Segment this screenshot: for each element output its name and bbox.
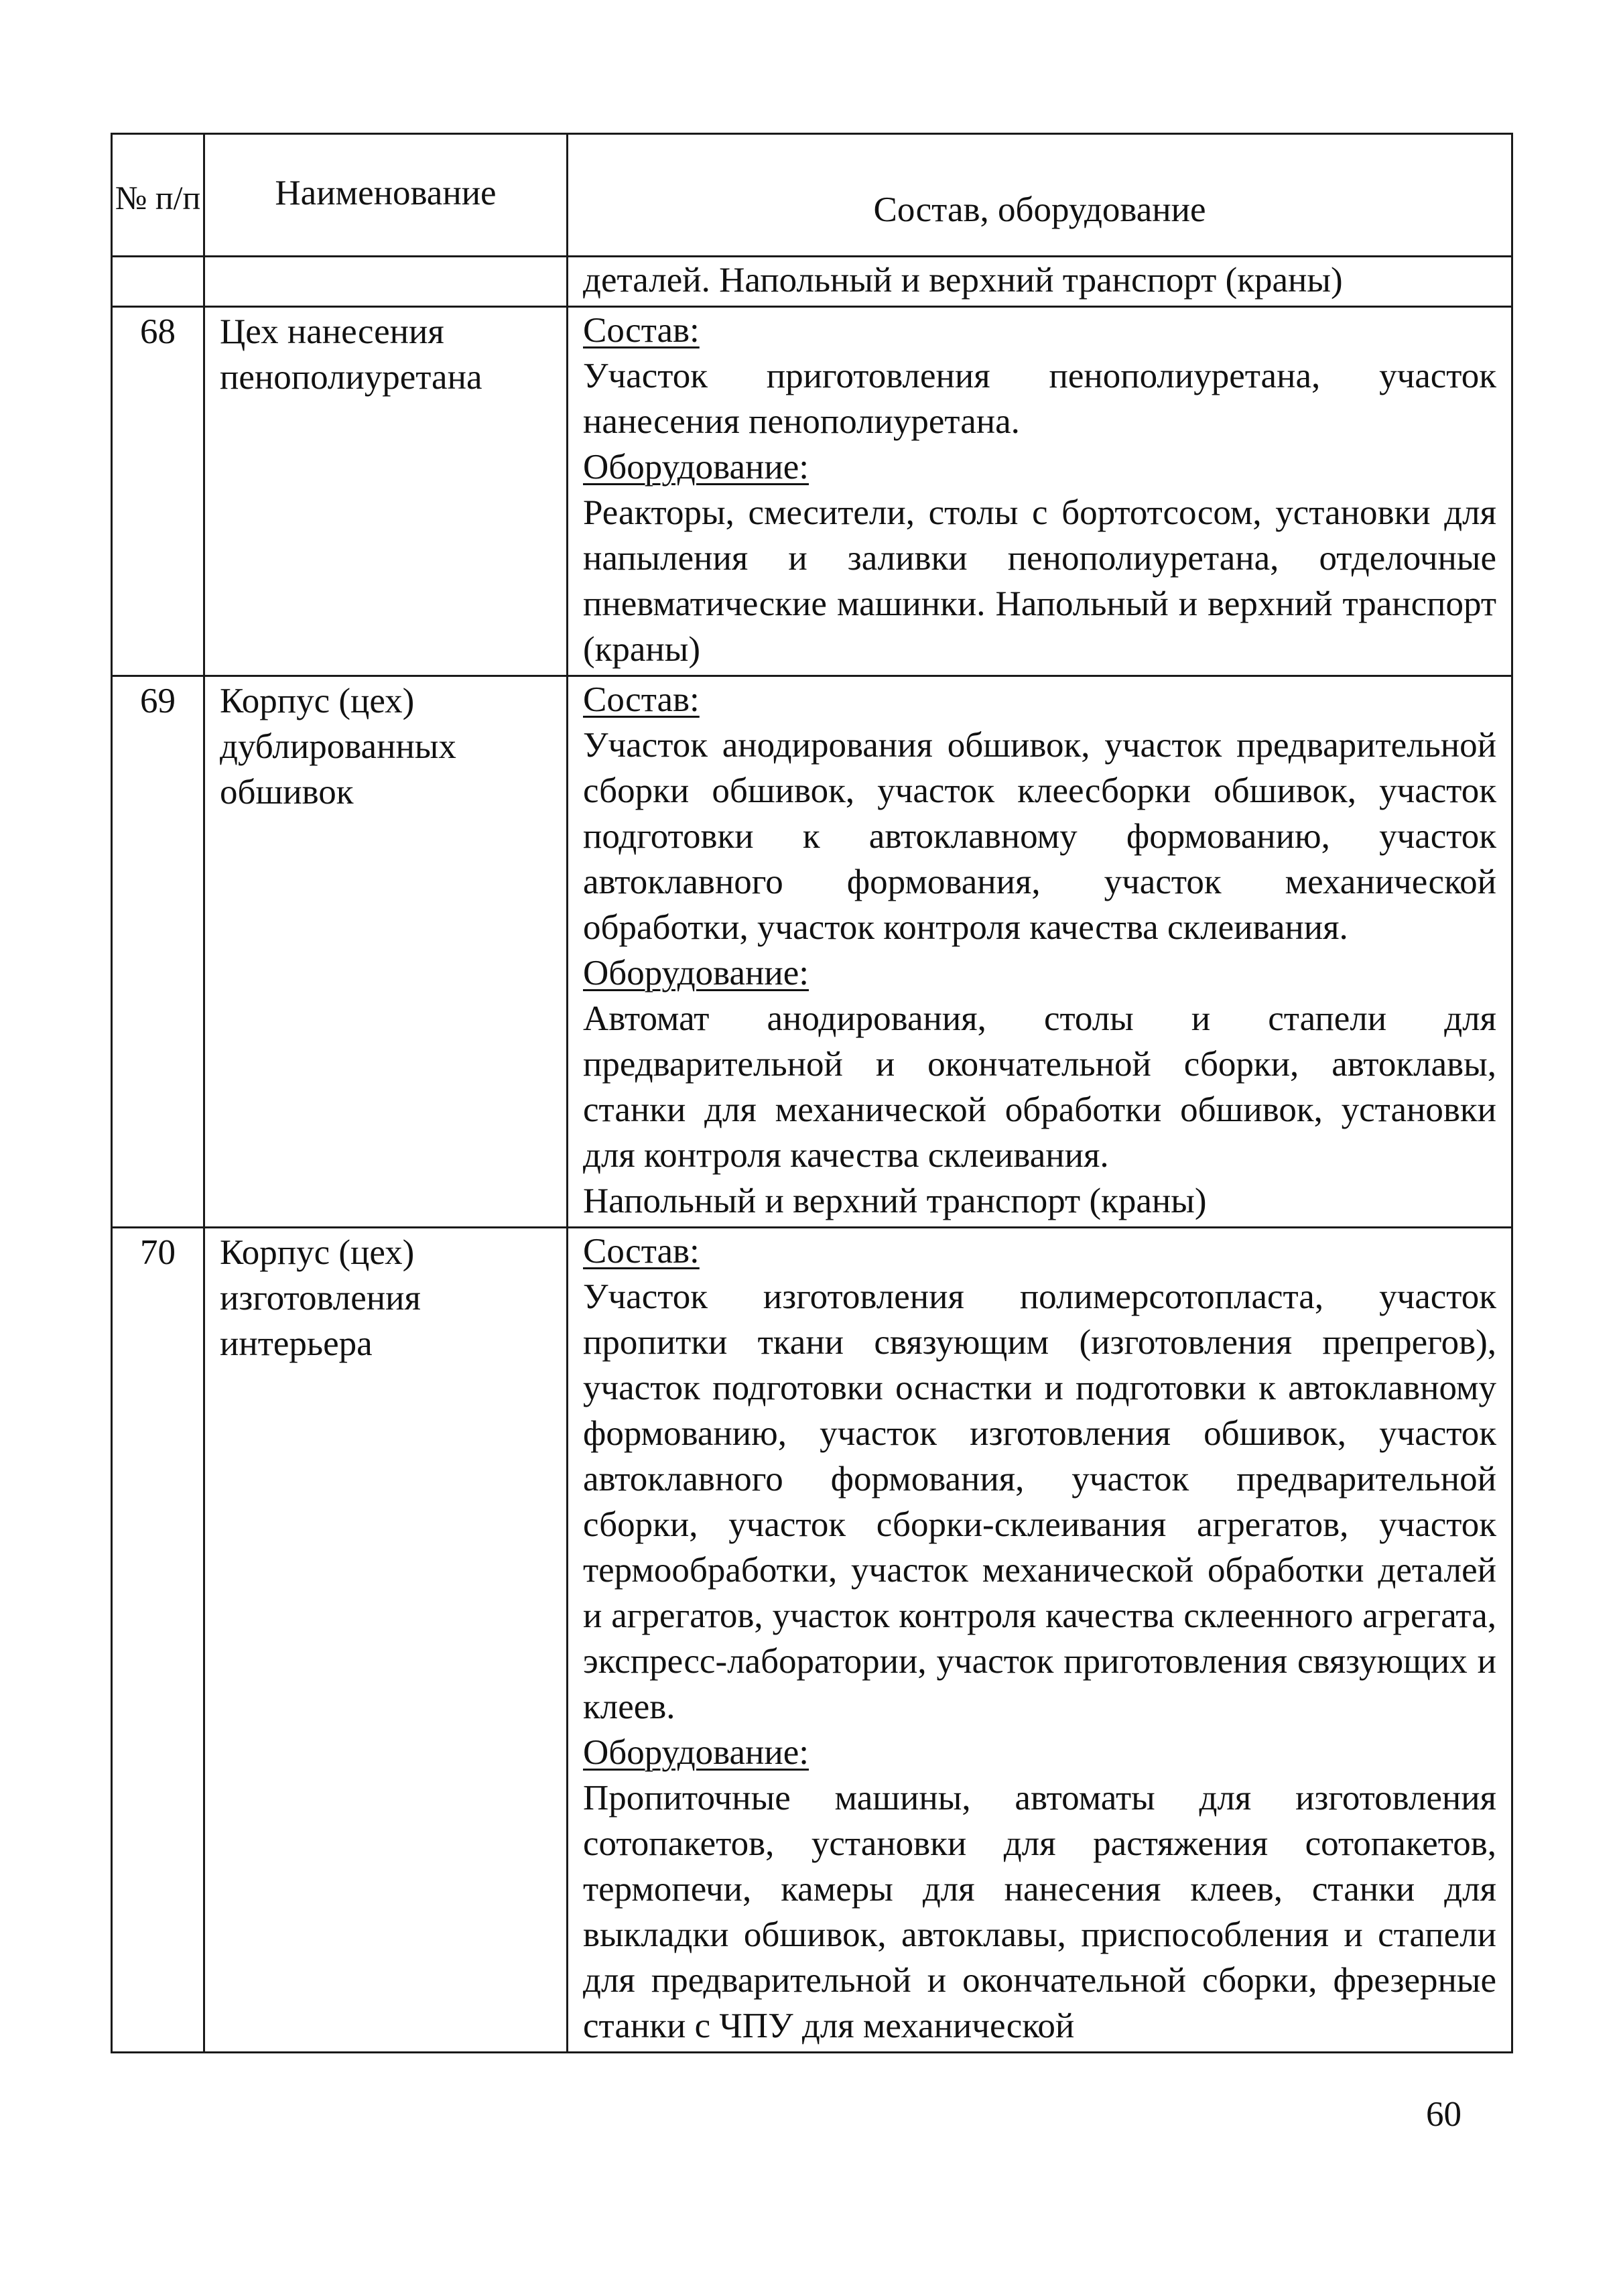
row-name: Корпус (цех) изготовления интерьера [204,1228,568,2053]
composition-heading: Состав: [583,1232,700,1271]
composition-text: Участок анодирования обшивок, участок предварительной сборки обшивок, участок клеесборки обшивок, участок подготовки к автоклавному формованию, участок автоклавного формования, участок механической обработки, участок контроля качества склеивания. [583,726,1496,947]
equipment-table-container [111,133,1511,2053]
header-num: № п/п [112,134,204,257]
table-header-row [112,134,1512,257]
row-number: 68 [112,307,204,676]
continued-row [112,257,1512,307]
composition-text: Участок приготовления пенополиуретана, участок нанесения пенополиуретана. [583,357,1496,441]
equipment-text: Реакторы, смесители, столы с бортотсосом, установки для напыления и заливки пенополиуретана, отделочные пневматические машинки. Напольный и верхний транспорт (краны) [583,493,1496,669]
continued-name-cell [204,257,568,307]
row-name: Цех нанесения пенополиуретана [204,307,568,676]
equipment-text: Автомат анодирования, столы и стапели для предварительной и окончательной сборки, автоклавы, станки для механической обработки обшивок, установки для контроля качества склеивания. [583,999,1496,1175]
row-number: 70 [112,1228,204,2053]
continued-text: деталей. Напольный и верхний транспорт (краны) [583,261,1343,300]
row-name: Корпус (цех) дублированных обшивок [204,676,568,1228]
row-number: 69 [112,676,204,1228]
header-name: Наименование [204,134,568,257]
continued-num-cell [112,257,204,307]
page-number: 60 [1426,2095,1462,2134]
table-row [112,676,1512,1228]
equipment-table [111,133,1513,2053]
composition-heading: Состав: [583,680,700,719]
composition-heading: Состав: [583,311,700,350]
equipment-extra-text: Напольный и верхний транспорт (краны) [583,1182,1207,1220]
equipment-heading: Оборудование: [583,1733,809,1772]
table-row [112,307,1512,676]
equipment-heading: Оборудование: [583,448,809,487]
continued-composition-cell [568,257,1512,307]
row-composition [568,1228,1512,2053]
equipment-text: Пропиточные машины, автоматы для изготовления сотопакетов, установки для растяжения сотопакетов, термопечи, камеры для нанесения клеев, станки для выкладки обшивок, автоклавы, приспособления и стапели для предварительной и окончательной сборки, фрезерные станки с ЧПУ для механической [583,1779,1496,2045]
row-composition [568,676,1512,1228]
table-row [112,1228,1512,2053]
row-composition [568,307,1512,676]
equipment-heading: Оборудование: [583,954,809,993]
composition-text: Участок изготовления полимерсотопласта, участок пропитки ткани связующим (изготовления препрегов), участок подготовки оснастки и подготовки к автоклавному формованию, участок изготовления обшивок, участок автоклавного формования, участок предварительной сборки, участок сборки-склеивания агрегатов, участок термообработки, участок механической обработки деталей и агрегатов, участок контроля качества склеенного агрегата, экспресс-лаборатории, участок приготовления связующих и клеев. [583,1277,1496,1726]
header-composition: Состав, оборудование [568,134,1512,257]
